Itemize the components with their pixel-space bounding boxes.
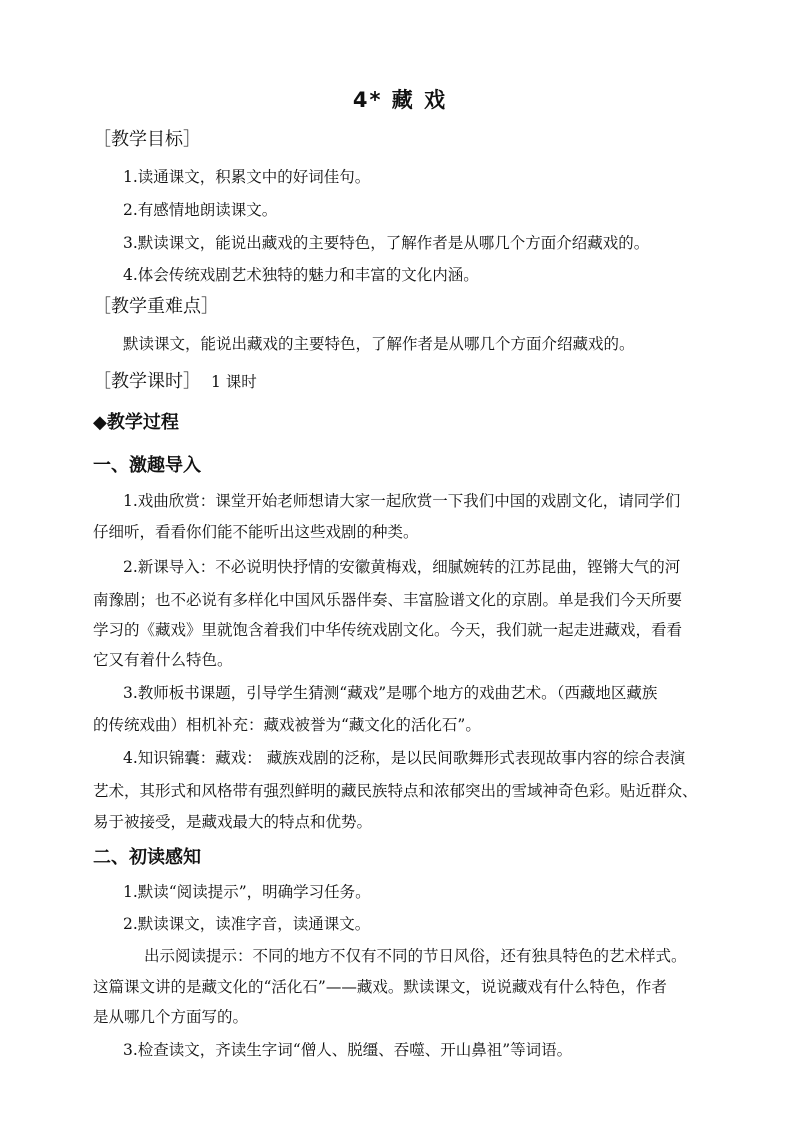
section1-line: 仔细听，看看你们能不能听出这些戏剧的种类。 xyxy=(93,523,419,541)
objective-item: 1.读通课文，积累文中的好词佳句。 xyxy=(123,168,371,186)
section1-line: 3.教师板书课题，引导学生猜测“藏戏”是哪个地方的戏曲艺术。（西藏地区藏族 xyxy=(123,684,658,702)
section2-line: 3.检查读文，齐读生字词“僧人、脱缰、吞噬、开山鼻祖”等词语。 xyxy=(123,1041,573,1059)
section1-line: 它又有着什么特色。 xyxy=(93,651,233,669)
section2-line: 是从哪几个方面写的。 xyxy=(93,1008,249,1026)
objectives-heading: ［教学目标］ xyxy=(93,129,201,150)
section1-line: 的传统戏曲）相机补充：藏戏被誉为“藏文化的活化石”。 xyxy=(93,716,481,734)
section2-heading: 二、初读感知 xyxy=(93,847,201,868)
section2-line: 这篇课文讲的是藏文化的“活化石”——藏戏。默读课文，说说藏戏有什么特色，作者 xyxy=(93,978,667,996)
section1-line: 易于被接受，是藏戏最大的特点和优势。 xyxy=(93,813,373,831)
objective-item: 4.体会传统戏剧艺术独特的魅力和丰富的文化内涵。 xyxy=(123,266,479,284)
section2-line: 出示阅读提示：不同的地方不仅有不同的节日风俗，还有独具特色的艺术样式。 xyxy=(144,947,687,965)
class-hours-label: ［教学课时］ xyxy=(93,371,201,392)
class-hours-heading xyxy=(93,370,257,394)
section1-line: 南豫剧；也不必说有多样化中国风乐器伴奏、丰富脸谱文化的京剧。单是我们今天所要 xyxy=(93,591,683,609)
process-heading: ◆教学过程 xyxy=(93,412,179,433)
key-points-heading: ［教学重难点］ xyxy=(93,296,219,317)
section1-heading: 一、激趣导入 xyxy=(93,455,201,476)
section1-line: 2.新课导入：不必说明快抒情的安徽黄梅戏，细腻婉转的江苏昆曲，铿锵大气的河 xyxy=(123,558,681,576)
objective-item: 2.有感情地朗读课文。 xyxy=(123,201,278,219)
section1-line: 4.知识锦囊：藏戏： 藏族戏剧的泛称，是以民间歌舞形式表现故事内容的综合表演 xyxy=(123,749,686,767)
section1-line: 艺术，其形式和风格带有强烈鲜明的藏民族特点和浓郁突出的雪域神奇色彩。贴近群众、 xyxy=(93,782,698,800)
section2-line: 2.默读课文，读准字音，读通课文。 xyxy=(123,915,371,933)
section1-line: 学习的《藏戏》里就饱含着我们中华传统戏剧文化。今天，我们就一起走进藏戏，看看 xyxy=(93,621,683,639)
key-points-text: 默读课文，能说出藏戏的主要特色，了解作者是从哪几个方面介绍藏戏的。 xyxy=(123,335,635,353)
objective-item: 3.默读课文，能说出藏戏的主要特色，了解作者是从哪几个方面介绍藏戏的。 xyxy=(123,234,650,252)
lesson-title: 4* 藏 戏 xyxy=(352,88,448,112)
class-hours-value: 1 课时 xyxy=(211,373,257,391)
section2-line: 1.默读“阅读提示”，明确学习任务。 xyxy=(123,883,371,901)
section1-line: 1.戏曲欣赏：课堂开始老师想请大家一起欣赏一下我们中国的戏剧文化，请同学们 xyxy=(123,492,681,510)
